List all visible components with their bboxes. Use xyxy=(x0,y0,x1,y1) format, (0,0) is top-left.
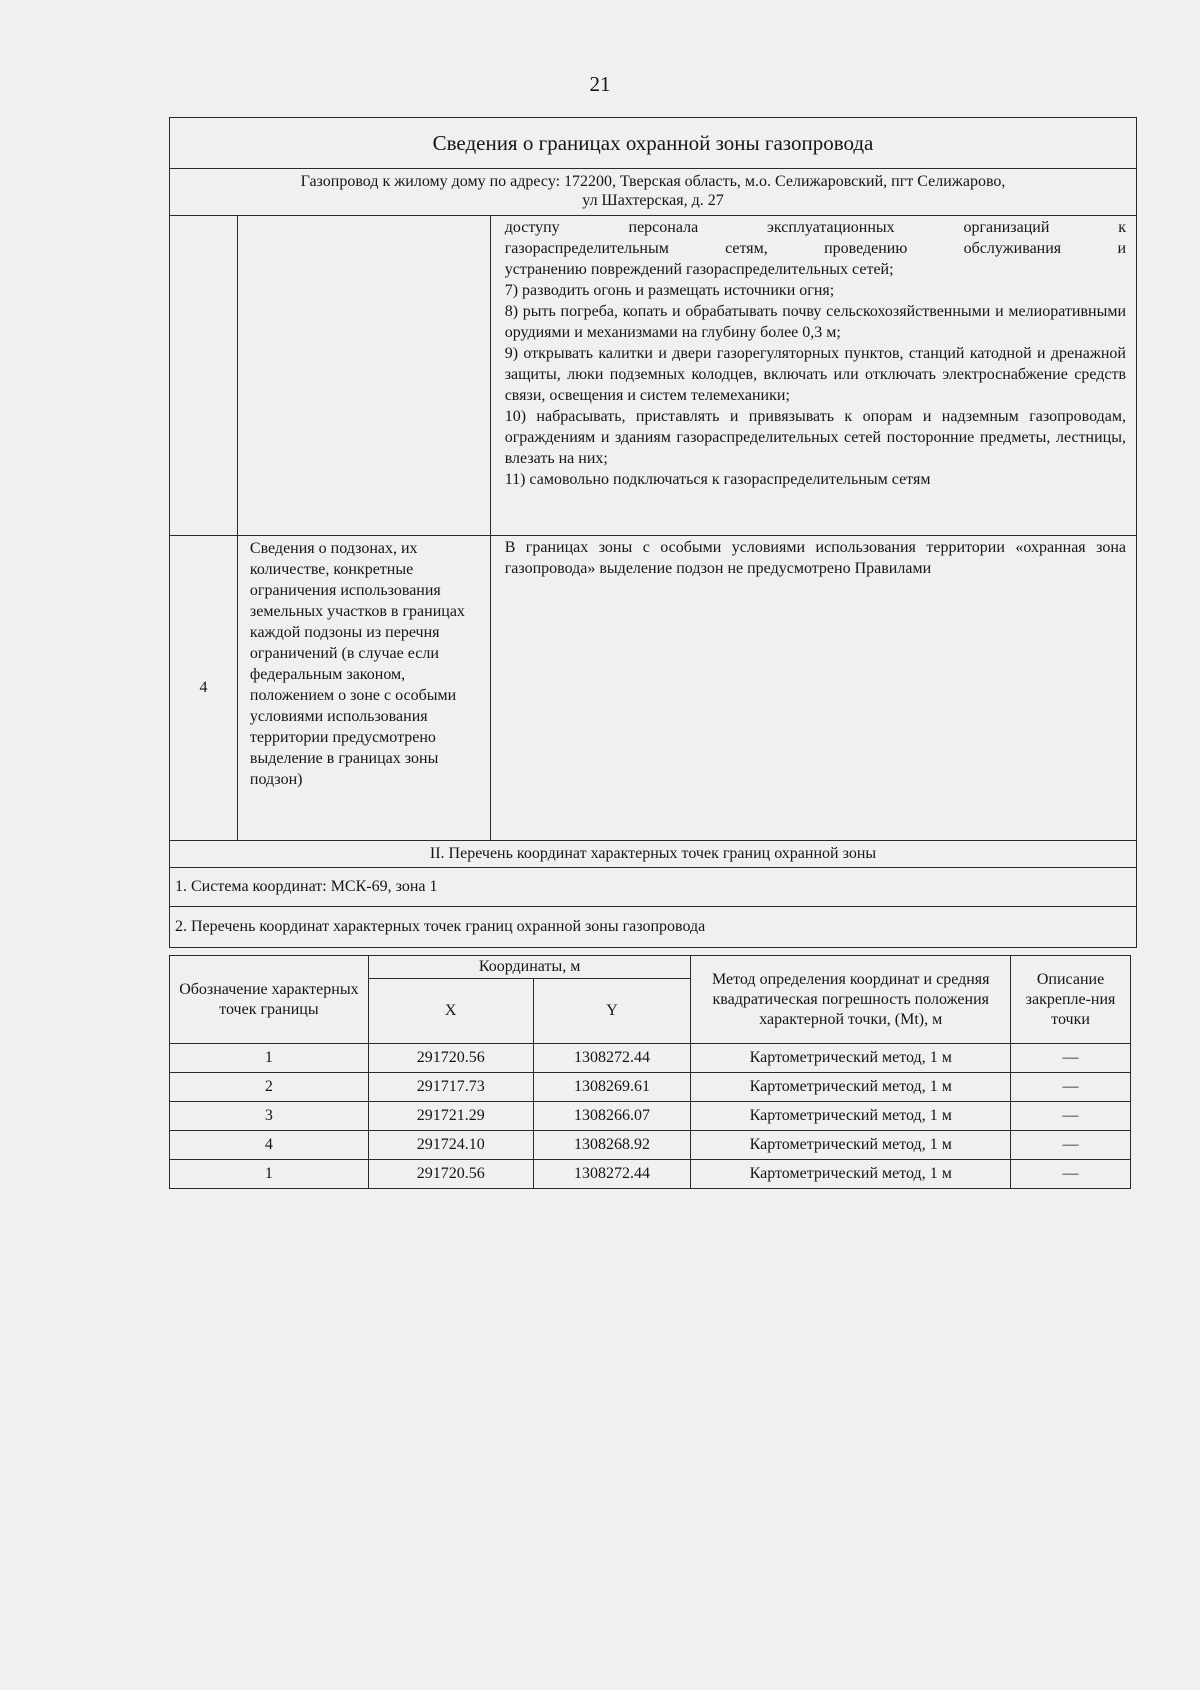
method-cell: Картометрический метод, 1 м xyxy=(691,1073,1011,1102)
table-row xyxy=(170,1044,1131,1073)
y-cell: 1308272.44 xyxy=(533,1160,691,1189)
restriction-item-10: 10) набрасывать, приставлять и привязывать к опорам и надземным газопроводам, ограждениям и зданиям газораспределительных сетей посторонние предметы, лестницы, влезать на них; xyxy=(504,408,1126,467)
continuation-line-3: устранению повреждений газораспределительных сетей; xyxy=(504,261,894,278)
method-cell: Картометрический метод, 1 м xyxy=(691,1102,1011,1131)
fixing-cell: — xyxy=(1011,1073,1131,1102)
x-cell: 291717.73 xyxy=(368,1073,533,1102)
continuation-line-1: доступу персонала эксплуатационных организаций к xyxy=(504,219,1126,236)
row-4-number: 4 xyxy=(170,536,238,841)
col-fixing-header: Описание закрепле-ния точки xyxy=(1011,956,1131,1044)
x-cell: 291724.10 xyxy=(368,1131,533,1160)
address-line-1: Газопровод к жилому дому по адресу: 172200, Тверская область, м.о. Селижаровский, пгт Селижарово, xyxy=(300,173,1006,190)
col-designation-header: Обозначение характерных точек границы xyxy=(170,956,369,1044)
col-y-header: Y xyxy=(533,979,691,1044)
continuation-line-2: газораспределительным сетям, проведению обслуживания и xyxy=(504,240,1126,257)
x-cell: 291721.29 xyxy=(368,1102,533,1131)
y-cell: 1308269.61 xyxy=(533,1073,691,1102)
fixing-cell: — xyxy=(1011,1044,1131,1073)
points-heading: 2. Перечень координат характерных точек границ охранной зоны газопровода xyxy=(170,907,1137,948)
table-title: Сведения о границах охранной зоны газопровода xyxy=(170,118,1137,169)
y-cell: 1308268.92 xyxy=(533,1131,691,1160)
x-cell: 291720.56 xyxy=(368,1044,533,1073)
coord-system: 1. Система координат: МСК-69, зона 1 xyxy=(170,868,1137,907)
col-coords-header: Координаты, м xyxy=(368,956,691,979)
restriction-item-8: 8) рыть погреба, копать и обрабатывать почву сельскохозяйственными и мелиоративными орудиями и механизмами на глубину более 0,3 м; xyxy=(504,303,1126,341)
point-cell: 2 xyxy=(170,1073,369,1102)
zone-info-table xyxy=(169,117,1137,948)
fixing-cell: — xyxy=(1011,1102,1131,1131)
fixing-cell: — xyxy=(1011,1160,1131,1189)
row-4-value: В границах зоны с особыми условиями использования территории «охранная зона газопровода» выделение подзон не предусмотрено Правилами xyxy=(504,539,1126,577)
row-4-value-cell xyxy=(490,536,1136,841)
table-row xyxy=(170,1131,1131,1160)
section-2-heading: II. Перечень координат характерных точек границ охранной зоны xyxy=(170,841,1137,868)
restriction-item-9: 9) открывать калитки и двери газорегуляторных пунктов, станций катодной и дренажной защиты, люки подземных колодцев, включать или отключать электроснабжение средств связи, освещения и систем телемеханики; xyxy=(504,345,1126,404)
col-method-header: Метод определения координат и средняя квадратическая погрешность положения характерной точки, (Мt), м xyxy=(691,956,1011,1044)
point-cell: 1 xyxy=(170,1160,369,1189)
restriction-item-11: 11) самовольно подключаться к газораспределительным сетям xyxy=(504,471,931,488)
continuation-text-cell xyxy=(490,216,1136,536)
point-cell: 1 xyxy=(170,1044,369,1073)
coordinates-table xyxy=(169,955,1131,1189)
x-cell: 291720.56 xyxy=(368,1160,533,1189)
method-cell: Картометрический метод, 1 м xyxy=(691,1044,1011,1073)
continuation-number-cell xyxy=(170,216,238,536)
table-row xyxy=(170,1073,1131,1102)
page-number: 21 xyxy=(589,72,611,96)
row-4-label: Сведения о подзонах, их количестве, конкретные ограничения использования земельных участков в границах каждой подзоны из перечня ограничений (в случае если федеральным законом, положением о зоне с особыми условиями использования территории предусмотрено выделение в границах зоны подзон) xyxy=(237,536,490,841)
point-cell: 3 xyxy=(170,1102,369,1131)
restriction-item-7: 7) разводить огонь и размещать источники огня; xyxy=(504,282,835,299)
y-cell: 1308266.07 xyxy=(533,1102,691,1131)
y-cell: 1308272.44 xyxy=(533,1044,691,1073)
address-line-2: ул Шахтерская, д. 27 xyxy=(582,192,724,209)
table-row xyxy=(170,1102,1131,1131)
col-x-header: X xyxy=(368,979,533,1044)
method-cell: Картометрический метод, 1 м xyxy=(691,1160,1011,1189)
table-row xyxy=(170,1160,1131,1189)
point-cell: 4 xyxy=(170,1131,369,1160)
continuation-label-cell xyxy=(237,216,490,536)
address-cell xyxy=(170,169,1137,216)
method-cell: Картометрический метод, 1 м xyxy=(691,1131,1011,1160)
fixing-cell: — xyxy=(1011,1131,1131,1160)
